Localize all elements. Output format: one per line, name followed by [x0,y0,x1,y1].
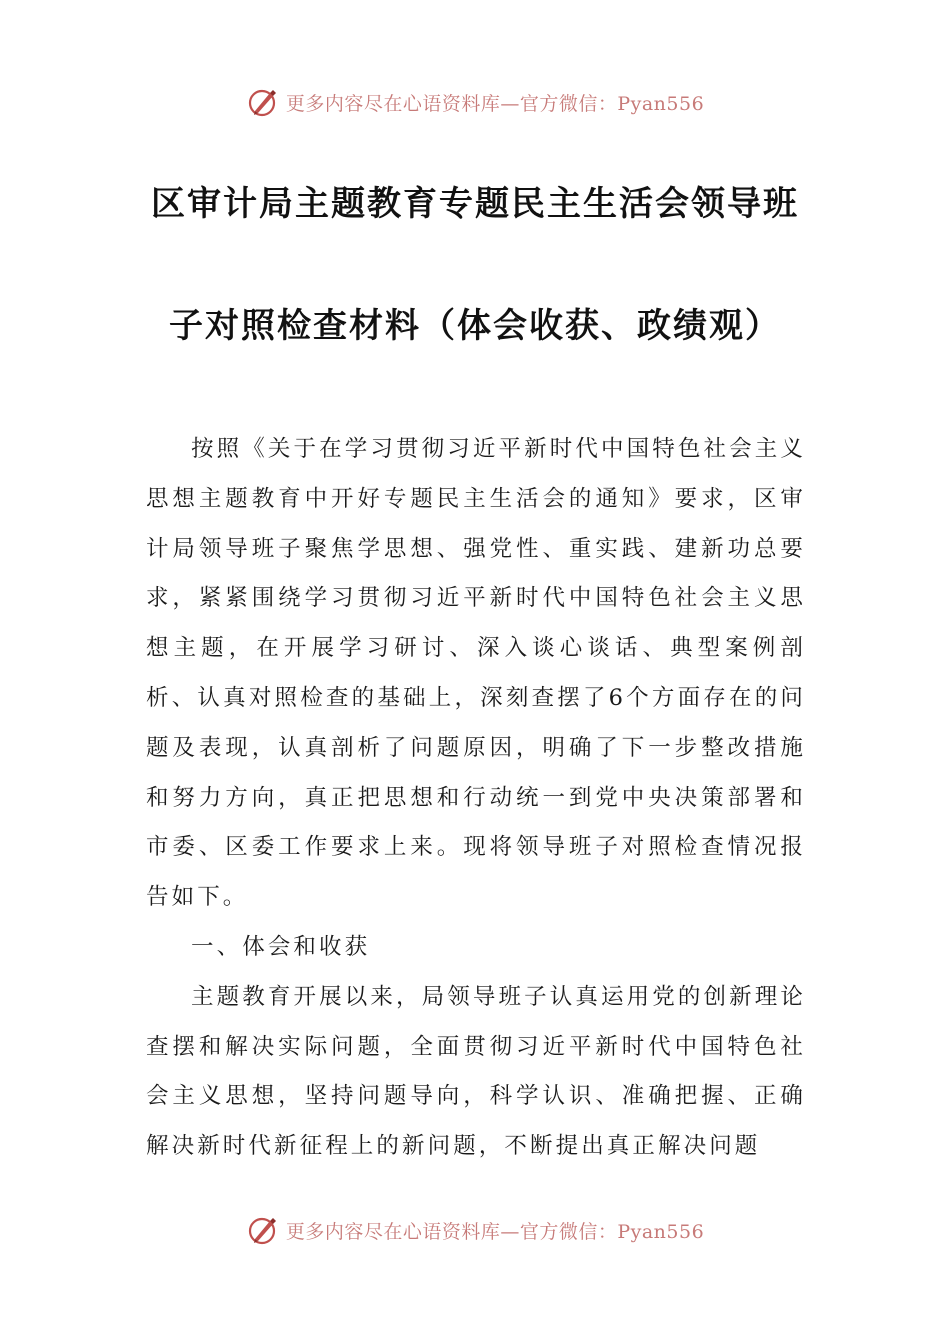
document-title-line-1: 区审计局主题教育专题民主生活会领导班 [151,184,799,224]
footer-watermark [0,1210,950,1250]
paragraph-intro: 按照《关于在学习贯彻习近平新时代中国特色社会主义思想主题教育中开好专题民主生活会的通知》要求，区审计局领导班子聚焦学思想、强党性、重实践、建新功总要求，紧紧围绕学习贯彻习近平新时代中国特色社会主义思想主题，在开展学习研讨、深入谈心谈话、典型案例剖析、认真对照检查的基础上，深刻查摆了6个方面存在的问题及表现，认真剖析了问题原因，明确了下一步整改措施和努力方向，真正把思想和行动统一到党中央决策部署和市委、区委工作要求上来。现将领导班子对照检查情况报告如下。 [146,436,806,911]
section-heading-1: 一、体会和收获 [191,933,371,960]
document-body [146,425,806,1172]
pen-circle-logo-icon [246,1213,280,1247]
watermark-text: 更多内容尽在心语资料库—官方微信：Pyan556 [285,92,705,115]
document-title-line-2: 子对照检查材料（体会收获、政绩观） [169,306,781,346]
header-watermark [0,82,950,122]
pen-circle-logo-icon [246,85,280,119]
watermark-text: 更多内容尽在心语资料库—官方微信：Pyan556 [285,1220,705,1243]
paragraph-section-1: 主题教育开展以来，局领导班子认真运用党的创新理论查摆和解决实际问题，全面贯彻习近平新时代中国特色社会主义思想，坚持问题导向，科学认识、准确把握、正确解决新时代新征程上的新问题，不断提出真正解决问题 [146,983,806,1160]
